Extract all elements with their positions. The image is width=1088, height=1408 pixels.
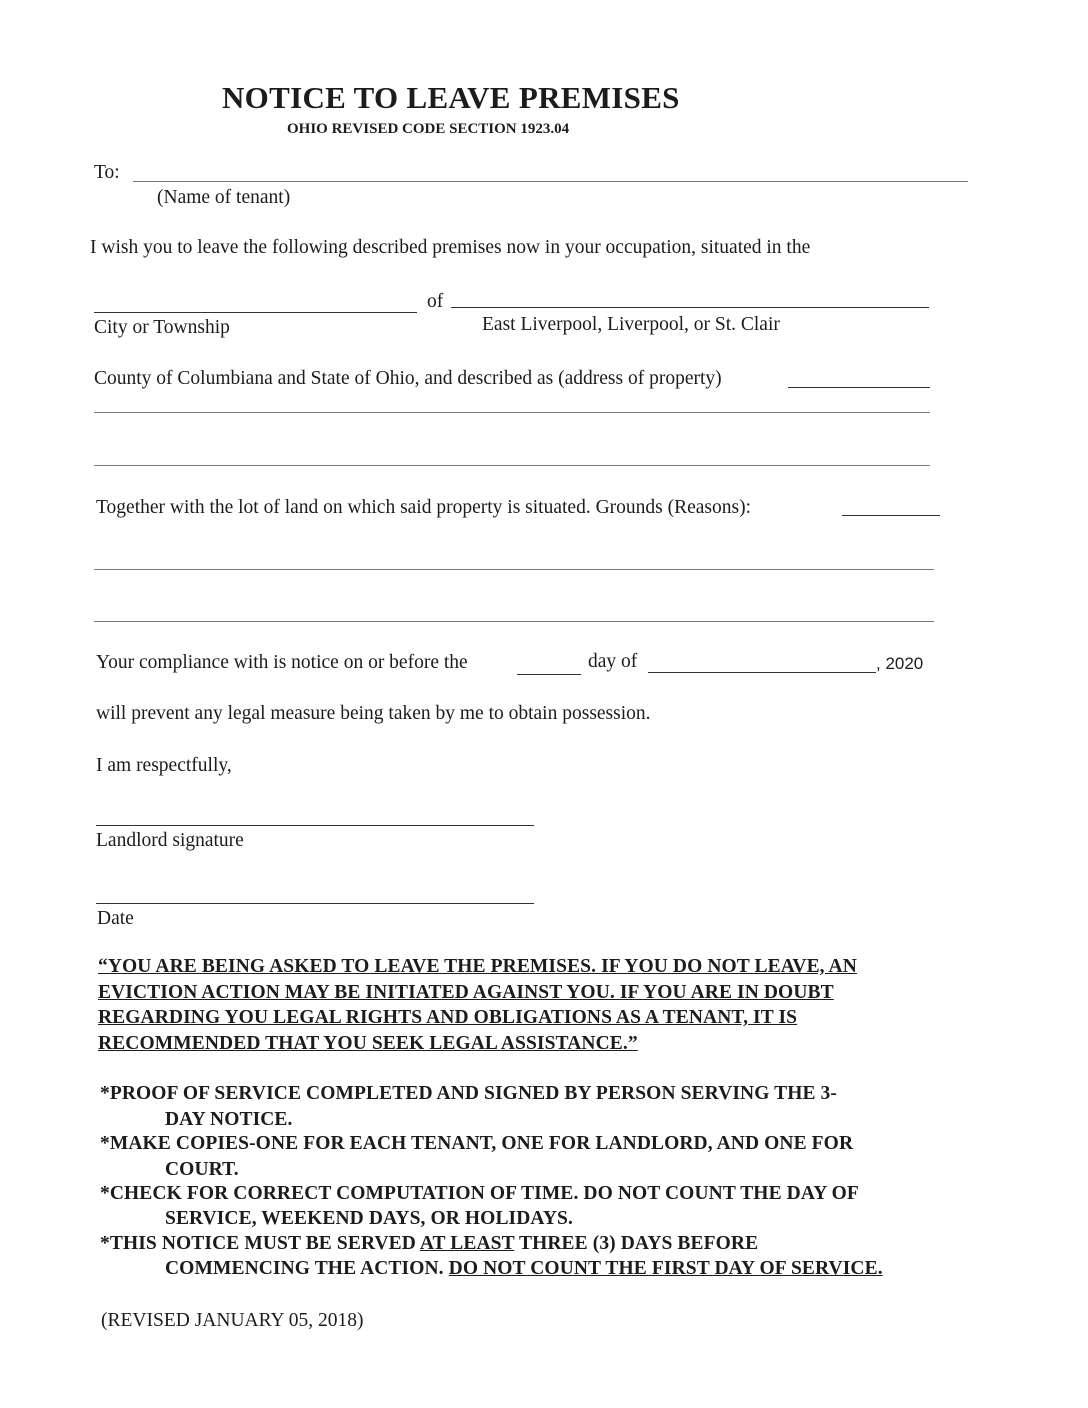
- instruction-4-suffix: THREE (3) DAYS BEFORE: [514, 1233, 759, 1254]
- instruction-2-line-2: COURT.: [165, 1159, 239, 1180]
- instruction-4-line-2: [165, 1258, 883, 1280]
- respectfully-text: I am respectfully,: [96, 755, 232, 776]
- warning-line-4: RECOMMENDED THAT YOU SEEK LEGAL ASSISTANCE.”: [98, 1033, 638, 1054]
- place-field[interactable]: [451, 307, 929, 308]
- day-of-label: day of: [588, 651, 638, 672]
- date-label: Date: [97, 908, 134, 929]
- instruction-2-line-1: *MAKE COPIES-ONE FOR EACH TENANT, ONE FOR LANDLORD, AND ONE FOR: [100, 1133, 854, 1154]
- together-text: Together with the lot of land on which said property is situated. Grounds (Reasons):: [96, 497, 752, 518]
- of-label: of: [427, 291, 444, 312]
- intro-text: I wish you to leave the following described premises now in your occupation, situated in the: [90, 237, 811, 258]
- prevent-text: will prevent any legal measure being taken by me to obtain possession.: [96, 703, 651, 724]
- instruction-4-emphasis: AT LEAST: [419, 1233, 515, 1254]
- tenant-name-caption: (Name of tenant): [157, 187, 291, 208]
- instruction-4-line-1: [100, 1233, 758, 1255]
- county-text: County of Columbiana and State of Ohio, and described as (address of property): [94, 368, 722, 389]
- page-subtitle: OHIO REVISED CODE SECTION 1923.04: [287, 121, 570, 137]
- to-label: To:: [94, 162, 120, 183]
- landlord-signature-label: Landlord signature: [96, 830, 244, 851]
- warning-line-1: “YOU ARE BEING ASKED TO LEAVE THE PREMISES. IF YOU DO NOT LEAVE, AN: [98, 956, 857, 977]
- instruction-3-line-1: *CHECK FOR CORRECT COMPUTATION OF TIME. DO NOT COUNT THE DAY OF: [100, 1183, 859, 1204]
- month-field[interactable]: [648, 672, 876, 673]
- place-caption: East Liverpool, Liverpool, or St. Clair: [482, 314, 780, 335]
- year-text: , 2020: [876, 654, 924, 673]
- instruction-4-line-2-emphasis: DO NOT COUNT THE FIRST DAY OF SERVICE.: [448, 1258, 883, 1279]
- compliance-text: Your compliance with is notice on or before the: [96, 652, 468, 673]
- address-field-3[interactable]: [94, 465, 930, 466]
- address-field-2[interactable]: [94, 412, 930, 413]
- grounds-field-3[interactable]: [94, 621, 934, 622]
- page-title: NOTICE TO LEAVE PREMISES: [222, 80, 680, 115]
- tenant-name-field[interactable]: [133, 181, 968, 182]
- day-field[interactable]: [517, 674, 581, 675]
- instruction-1-line-1: *PROOF OF SERVICE COMPLETED AND SIGNED BY PERSON SERVING THE 3-: [100, 1083, 837, 1104]
- instruction-4-line-2-prefix: COMMENCING THE ACTION.: [165, 1258, 449, 1279]
- warning-line-2: EVICTION ACTION MAY BE INITIATED AGAINST YOU. IF YOU ARE IN DOUBT: [98, 982, 834, 1003]
- revised-date: (REVISED JANUARY 05, 2018): [101, 1310, 364, 1331]
- instruction-4-prefix: *THIS NOTICE MUST BE SERVED: [100, 1233, 420, 1254]
- city-field[interactable]: [94, 312, 417, 313]
- address-field-1[interactable]: [788, 387, 930, 388]
- city-caption: City or Township: [94, 317, 230, 338]
- instruction-1-line-2: DAY NOTICE.: [165, 1109, 293, 1130]
- warning-line-3: REGARDING YOU LEGAL RIGHTS AND OBLIGATIONS AS A TENANT, IT IS: [98, 1007, 798, 1028]
- instruction-3-line-2: SERVICE, WEEKEND DAYS, OR HOLIDAYS.: [165, 1208, 573, 1229]
- date-field[interactable]: [96, 903, 534, 904]
- grounds-field-1[interactable]: [842, 515, 940, 516]
- grounds-field-2[interactable]: [94, 569, 934, 570]
- landlord-signature-field[interactable]: [96, 825, 534, 826]
